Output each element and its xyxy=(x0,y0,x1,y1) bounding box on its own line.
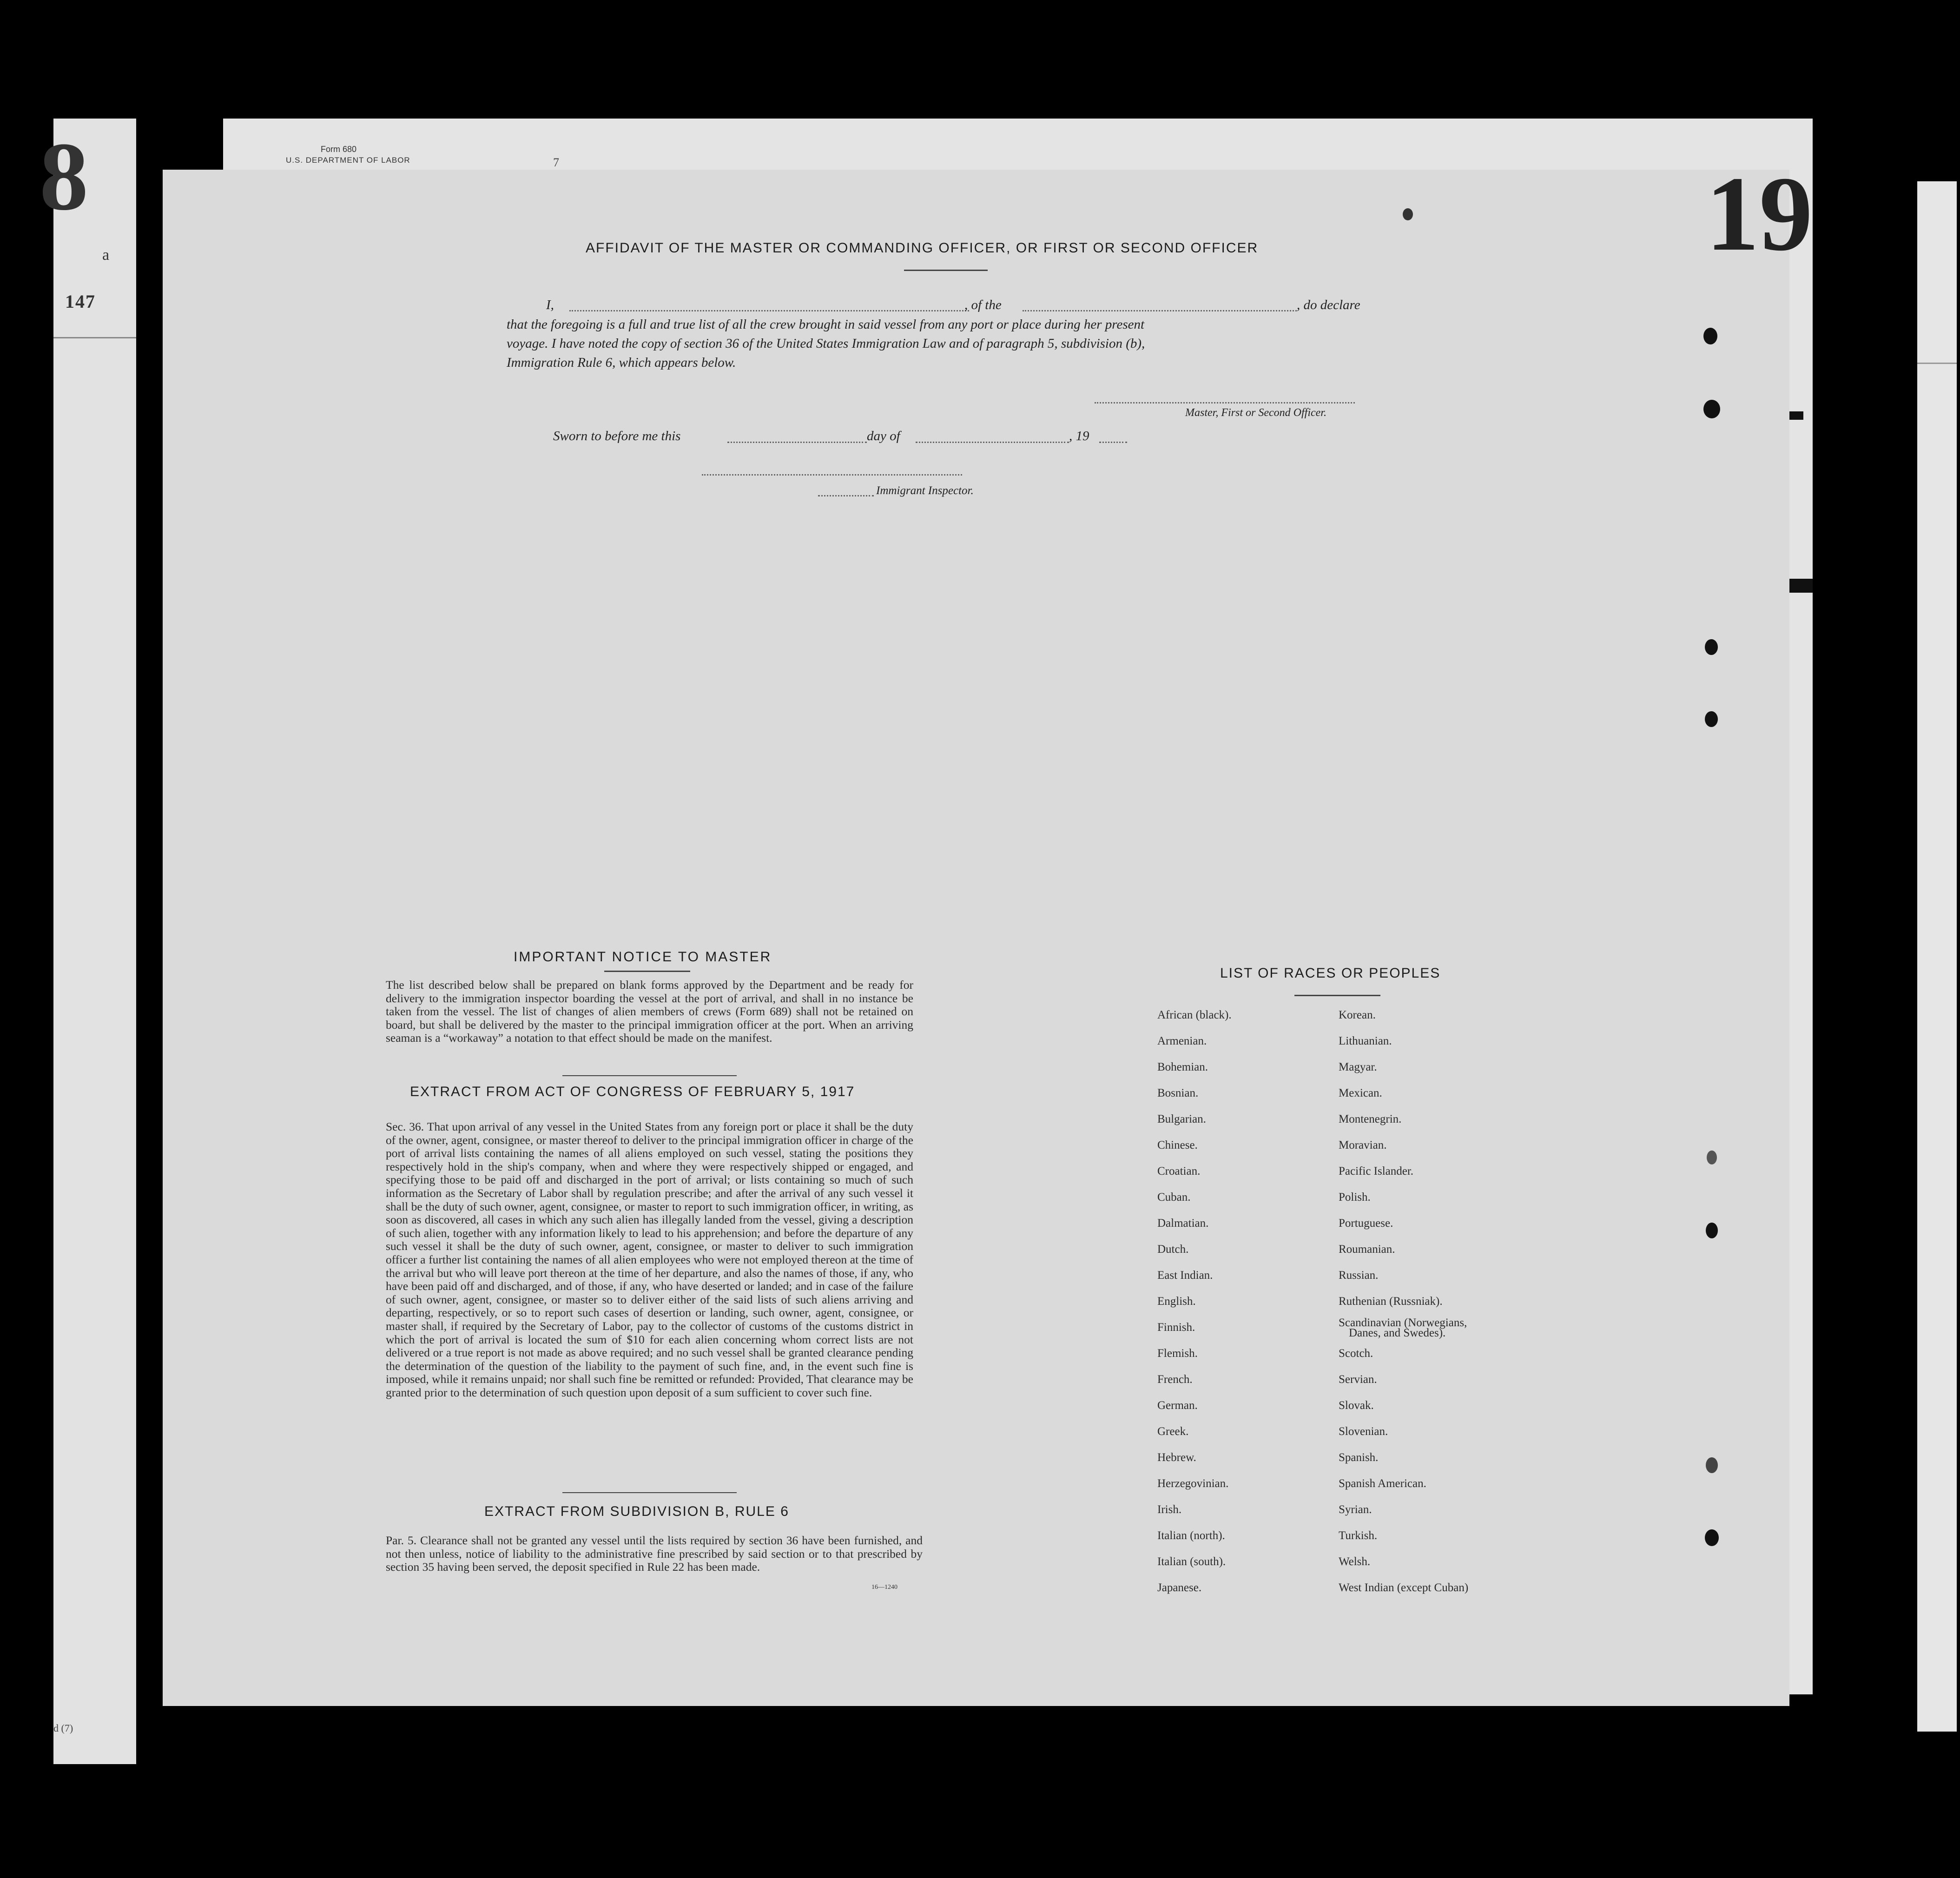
race-item: Bulgarian. xyxy=(1157,1113,1206,1125)
affidavit-title: AFFIDAVIT OF THE MASTER OR COMMANDING OFFICER, OR FIRST OR SECOND OFFICER xyxy=(586,240,1259,256)
binding-hole xyxy=(1403,208,1413,220)
back-department: U.S. DEPARTMENT OF LABOR xyxy=(286,156,410,165)
inspector-blank xyxy=(702,474,962,476)
binding-hole xyxy=(1705,1529,1719,1546)
race-item: Magyar. xyxy=(1339,1061,1377,1073)
notice-text: The list described below shall be prepared on blank forms approved by the Department and be ready for delivery to the immigration inspector boarding the vessel at the port of arrival, and shall in no instance be taken from the vessel. The list of changes of alien members of crews (Form 689) shall not be retained on board, but shall be delivered by the master to the principal immigration officer at the port. When an arriving seaman is a “workaway” a notation to that effect should be made on the manifest. xyxy=(386,978,913,1045)
left-page-big-number: 8 xyxy=(40,123,88,231)
stamp-number: 19 xyxy=(1706,154,1813,273)
race-item: Montenegrin. xyxy=(1339,1113,1402,1125)
race-item: Cuban. xyxy=(1157,1191,1191,1204)
race-item: German. xyxy=(1157,1399,1198,1412)
affidavit-title-rule xyxy=(904,270,988,271)
races-left-column xyxy=(1157,1009,1232,1607)
sworn-year: , 19 xyxy=(1069,429,1089,443)
extract-act-title: EXTRACT FROM ACT OF CONGRESS OF FEBRUARY 5, 1917 xyxy=(410,1084,855,1099)
extract-rule-title: EXTRACT FROM SUBDIVISION B, RULE 6 xyxy=(484,1504,789,1519)
race-item: Armenian. xyxy=(1157,1035,1207,1047)
inspector-blank-2 xyxy=(818,495,874,496)
race-item: Slovenian. xyxy=(1339,1425,1388,1438)
race-item: Finnish. xyxy=(1157,1321,1195,1334)
left-page-number: 147 xyxy=(65,291,96,312)
sworn-label: Sworn to before me this xyxy=(553,429,681,443)
race-item: Polish. xyxy=(1339,1191,1371,1204)
race-item: Hebrew. xyxy=(1157,1451,1196,1464)
sworn-day-blank xyxy=(727,442,867,443)
race-item: Turkish. xyxy=(1339,1529,1378,1542)
affidavit-name-blank xyxy=(569,310,969,311)
sworn-month-blank xyxy=(916,442,1069,443)
race-item: Dalmatian. xyxy=(1157,1217,1209,1230)
race-item: English. xyxy=(1157,1295,1196,1308)
binding-hole xyxy=(1705,711,1718,727)
races-title: LIST OF RACES OR PEOPLES xyxy=(1220,965,1441,981)
race-item: Spanish. xyxy=(1339,1451,1379,1464)
affidavit-line2: that the foregoing is a full and true list of all the crew brought in said vessel from any port or place during her present xyxy=(507,317,1145,332)
binding-hole xyxy=(1703,400,1720,418)
race-item: Flemish. xyxy=(1157,1347,1198,1360)
race-item: Spanish American. xyxy=(1339,1477,1426,1490)
race-item: Slovak. xyxy=(1339,1399,1374,1412)
affidavit-of-the: , of the xyxy=(964,298,1002,312)
race-item: West Indian (except Cuban) xyxy=(1339,1581,1469,1594)
race-item: Dutch. xyxy=(1157,1243,1189,1256)
binding-hole xyxy=(1703,328,1717,344)
back-form-number: Form 680 xyxy=(321,145,357,154)
race-item: Russian. xyxy=(1339,1269,1379,1282)
race-item: Portuguese. xyxy=(1339,1217,1393,1230)
binding-hole xyxy=(1707,1151,1717,1164)
binding-hole xyxy=(1705,639,1718,655)
race-item: Croatian. xyxy=(1157,1165,1201,1177)
signature-label: Master, First or Second Officer. xyxy=(1185,407,1326,419)
print-code: 16—1240 xyxy=(871,1584,898,1591)
left-page-footer: d (7) xyxy=(53,1722,73,1734)
race-item: French. xyxy=(1157,1373,1193,1386)
race-item: East Indian. xyxy=(1157,1269,1213,1282)
extract-rule-text: Par. 5. Clearance shall not be granted any vessel until the lists required by section 36 have been furnished, and not then unless, notice of liability to the administrative fine prescribed by said section or to that prescribed by section 35 having been served, the deposit specified in Rule 22 has been made. xyxy=(386,1534,923,1574)
race-item: Scotch. xyxy=(1339,1347,1373,1360)
race-item: Korean. xyxy=(1339,1009,1376,1021)
race-item: Lithuanian. xyxy=(1339,1035,1392,1047)
affidavit-vessel-blank xyxy=(1023,310,1297,311)
extract-act-bottom-rule xyxy=(562,1492,737,1493)
race-item: Ruthenian (Russniak). xyxy=(1339,1295,1443,1308)
race-item: Mexican. xyxy=(1339,1087,1382,1099)
race-item: Irish. xyxy=(1157,1503,1182,1516)
right-adjacent-page xyxy=(1917,181,1957,1732)
notice-title-rule xyxy=(604,971,690,972)
inspector-label: Immigrant Inspector. xyxy=(876,484,974,497)
race-item: Syrian. xyxy=(1339,1503,1372,1516)
races-right-column xyxy=(1339,1009,1468,1607)
race-item: Herzegovinian. xyxy=(1157,1477,1229,1490)
left-page-letter: a xyxy=(102,246,110,264)
race-item: Moravian. xyxy=(1339,1139,1387,1151)
affidavit-declare: , do declare xyxy=(1297,298,1360,312)
race-item: Italian (south). xyxy=(1157,1555,1226,1568)
signature-blank xyxy=(1095,402,1355,403)
race-item: Servian. xyxy=(1339,1373,1377,1386)
sworn-year-blank xyxy=(1099,442,1127,443)
race-item: African (black). xyxy=(1157,1009,1232,1021)
left-page-rule xyxy=(53,337,136,338)
race-item: Japanese. xyxy=(1157,1581,1202,1594)
affidavit-line3: voyage. I have noted the copy of section 36 of the United States Immigration Law and of paragraph 5, subdivision (b), xyxy=(507,336,1145,351)
race-item: Welsh. xyxy=(1339,1555,1371,1568)
affidavit-i: I, xyxy=(546,298,554,312)
binding-hole xyxy=(1706,1223,1718,1238)
race-item: Bosnian. xyxy=(1157,1087,1199,1099)
race-item: Bohemian. xyxy=(1157,1061,1208,1073)
race-item: Pacific Islander. xyxy=(1339,1165,1414,1177)
affidavit-line4: Immigration Rule 6, which appears below. xyxy=(507,355,736,370)
race-item: Chinese. xyxy=(1157,1139,1198,1151)
extract-act-text: Sec. 36. That upon arrival of any vessel in the United States from any foreign port or place it shall be the duty of the owner, agent, consignee, or master thereof to deliver to the principal immigration officer in charge of the port of arrival lists containing the names of all aliens employed on such vessel, stating the positions they respectively hold in the ship's company, when and where they were respectively shipped or engaged, and specifying those to be paid off and discharged in the port of arrival; or lists containing so much of such information as the Secretary of Labor shall by regulation prescribe; and after the arrival of any such vessel it shall be the duty of such owner, agent, consignee, or master to report to such immigration officer, in writing, as soon as discovered, all cases in which any such alien has illegally landed from the vessel, giving a description of such alien, together with any information likely to lead to his apprehension; and before the departure of any such vessel it shall be the duty of such owner, agent, consignee, or master to deliver to such immigration officer a further list containing the names of all alien employees who were not employed thereon at the time of the arrival but who will leave port thereon at the time of her departure, and also the names of those, if any, who have been paid off and discharged, and of those, if any, who have deserted or landed; and in case of the failure of such owner, agent, consignee, or master so to deliver either of the said lists of such aliens arriving and departing, respectively, or so to report such cases of desertion or landing, such owner, agent, consignee, or master shall, if required by the Secretary of Labor, pay to the collector of customs of the customs district in which the port of arrival is located the sum of $10 for each alien concerning whom correct lists are not delivered or a true report is not made as above required; and no such vessel shall be granted clearance pending the determination of the question of the liability to the payment of such fine, and, in the event such fine is imposed, while it remains unpaid; nor shall such fine be remitted or refunded: Provided, That clearance may be granted prior to the determination of such question upon deposit of a sum sufficient to cover such fine. xyxy=(386,1120,913,1399)
left-adjacent-page xyxy=(40,119,136,1764)
race-item xyxy=(1339,1316,1468,1347)
notice-bottom-rule xyxy=(562,1075,737,1076)
race-item: Greek. xyxy=(1157,1425,1189,1438)
right-page-rule xyxy=(1917,363,1957,364)
race-item: Italian (north). xyxy=(1157,1529,1225,1542)
race-item: Roumanian. xyxy=(1339,1243,1395,1256)
back-mark: 7 xyxy=(553,156,559,169)
binding-hole xyxy=(1706,1457,1718,1473)
races-title-rule xyxy=(1294,995,1380,996)
race-scandinavian-cont: Danes, and Swedes). xyxy=(1349,1327,1446,1339)
race-scandinavian: Scandinavian (Norwegians, xyxy=(1339,1316,1467,1329)
sworn-day-of: day of xyxy=(867,429,900,443)
notice-title: IMPORTANT NOTICE TO MASTER xyxy=(514,949,772,965)
